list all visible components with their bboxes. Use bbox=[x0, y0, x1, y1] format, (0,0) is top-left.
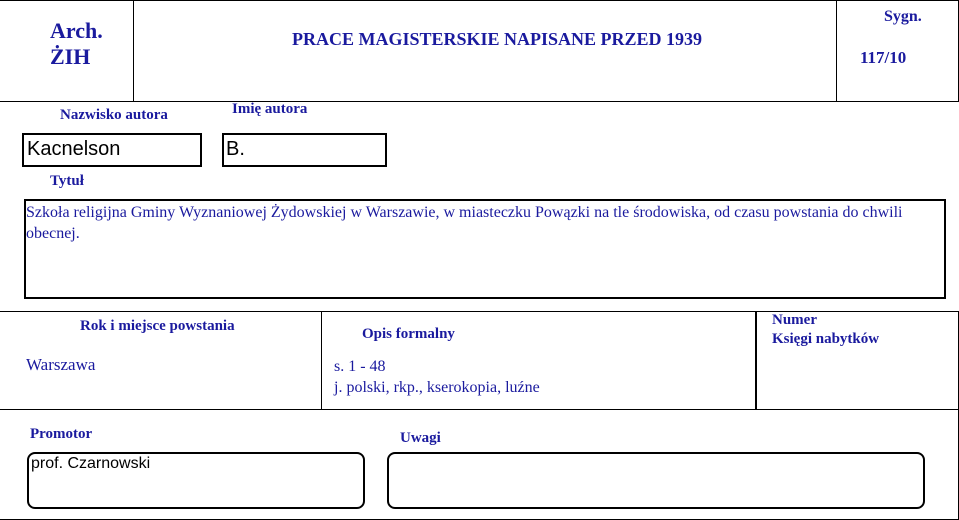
promotor-label: Promotor bbox=[30, 426, 93, 442]
signature-label: Sygn. bbox=[884, 8, 922, 25]
origin-value: Warszawa bbox=[26, 355, 96, 374]
firstname-value: B. bbox=[226, 138, 245, 160]
promotor-value: prof. Czarnowski bbox=[31, 455, 151, 472]
header-title-cell bbox=[134, 0, 836, 102]
surname-label: Nazwisko autora bbox=[60, 107, 168, 123]
firstname-field[interactable] bbox=[222, 133, 387, 167]
firstname-label: Imię autora bbox=[232, 101, 308, 117]
archive-label-line1: Arch. bbox=[50, 18, 103, 43]
remarks-label: Uwagi bbox=[400, 430, 441, 446]
origin-label: Rok i miejsce powstania bbox=[80, 318, 235, 334]
signature-value: 117/10 bbox=[860, 48, 907, 67]
acquisition-label-line2: Księgi nabytków bbox=[772, 331, 880, 347]
surname-value: Kacnelson bbox=[27, 138, 121, 160]
title-value: Szkoła religijna Gminy Wyznaniowej Żydowskiej w Warszawie, w miasteczku Powązki na tle środowiska, od czasu powstania do chwili obecnej. bbox=[26, 204, 903, 242]
page-title: PRACE MAGISTERSKIE NAPISANE PRZED 1939 bbox=[292, 29, 703, 49]
formal-pages: s. 1 - 48 bbox=[334, 358, 386, 375]
archive-label-line2: ŻIH bbox=[50, 44, 91, 69]
acquisition-label-line1: Numer bbox=[772, 312, 817, 328]
title-label: Tytuł bbox=[50, 173, 84, 189]
formal-details: j. polski, rkp., kserokopia, luźne bbox=[334, 379, 540, 396]
formal-label: Opis formalny bbox=[362, 326, 455, 342]
remarks-field[interactable] bbox=[387, 452, 925, 509]
